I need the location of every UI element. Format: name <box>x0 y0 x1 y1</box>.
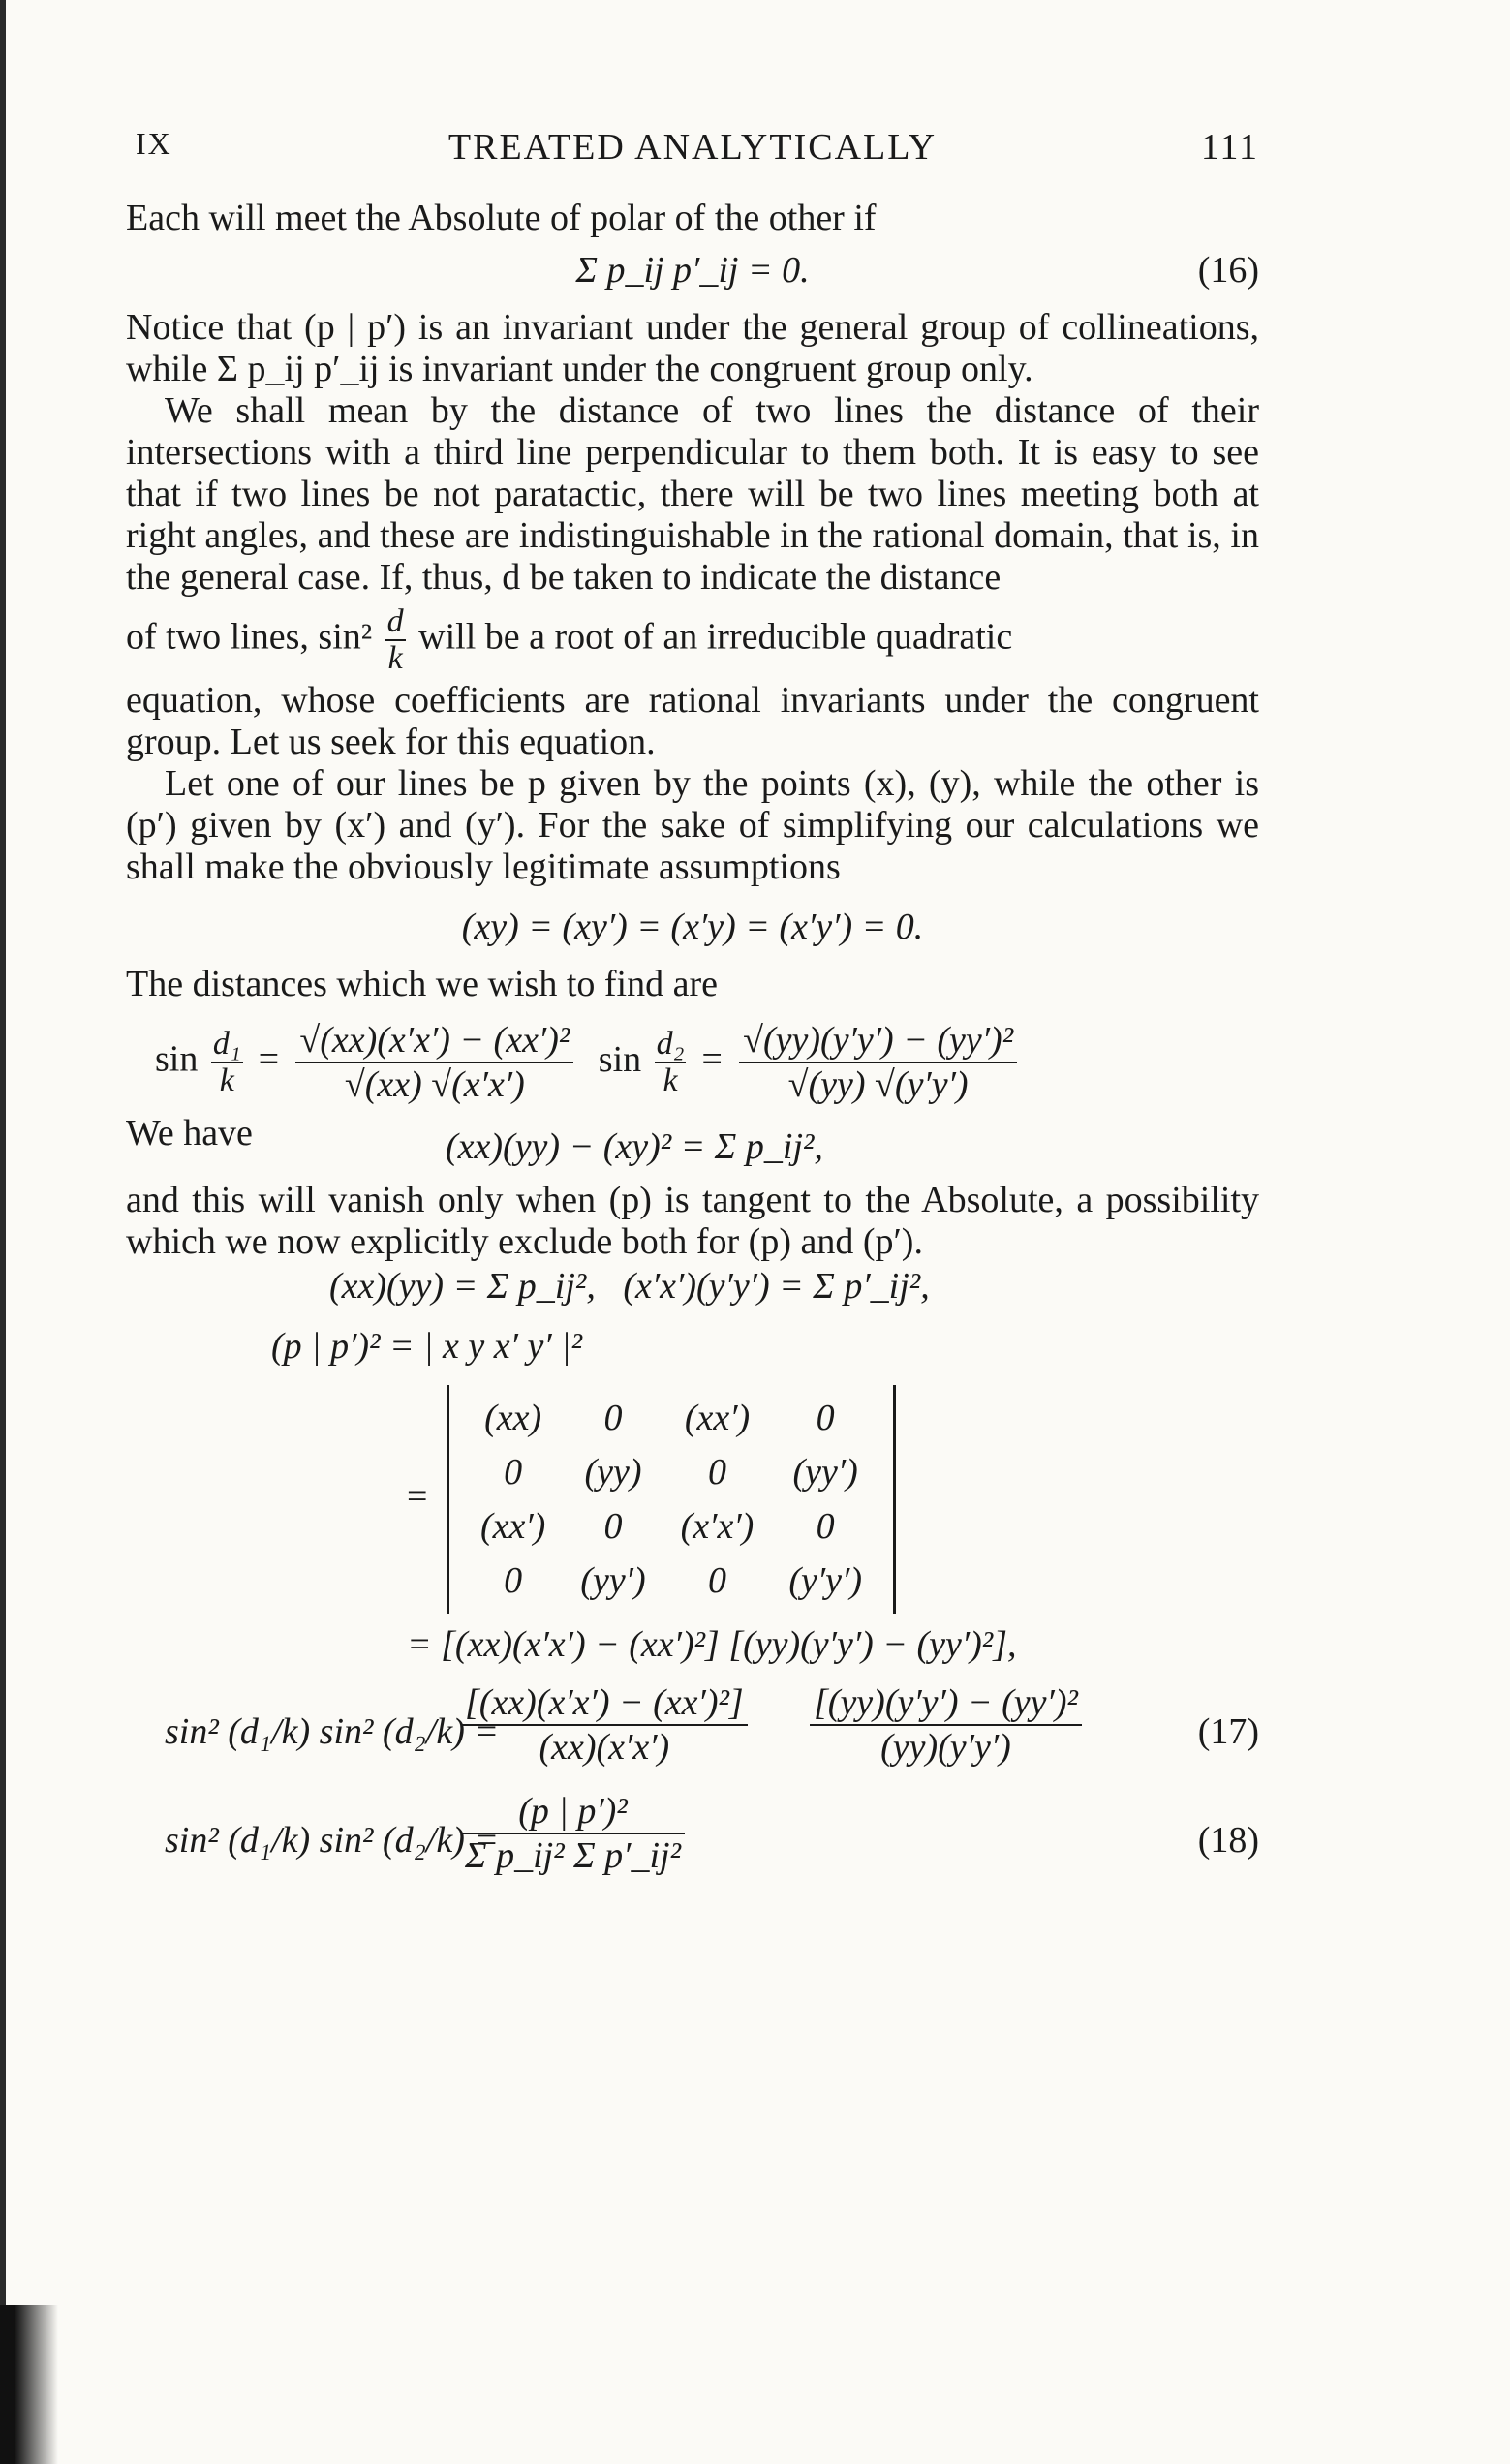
eq18-numerator: (p | p′)² <box>461 1790 685 1834</box>
equation-16-expr: Σ p_ij p′_ij = 0. <box>575 250 810 291</box>
equation-16-number: (16) <box>1197 250 1259 291</box>
det-cell: 0 <box>603 1506 623 1547</box>
paragraph-3: We shall mean by the distance of two lines the distance of their intersections with a third line perpendicular to them both. It is easy to see that if two lines be not paratactic, there will be two lines meeting both at right angles, and these are indistinguishable in the rational domain, that is, in the general case. If, thus, d be taken to indicate the distance <box>126 390 1259 598</box>
distance-2-numerator: √(yy)(y′y′) − (yy′)² <box>739 1019 1017 1063</box>
determinant-table <box>463 1391 879 1608</box>
page-number: 111 <box>1200 127 1259 168</box>
scan-shadow <box>0 2305 58 2464</box>
d2-denominator: k <box>663 1063 678 1098</box>
fraction-denominator: k <box>387 640 403 676</box>
equals-1: = <box>256 1038 281 1080</box>
sin-label-2: sin <box>598 1038 642 1080</box>
equation-18-number: (18) <box>1197 1820 1259 1861</box>
determinant <box>447 1385 896 1614</box>
det-cell: (xx′) <box>684 1398 751 1438</box>
eq17-num-1: [(xx)(x′x′) − (xx′)²] <box>461 1681 748 1726</box>
det-cell: (xx) <box>484 1398 542 1438</box>
sum-equations-expr: (xx)(yy) = Σ p_ij², (x′x′)(y′y′) = Σ p′_ij², <box>329 1266 930 1307</box>
paragraph-8: and this will vanish only when (p) is tangent to the Absolute, a possibility which we now explicitly exclude both for (p) and (p′). <box>126 1180 1259 1262</box>
fraction-numerator: d <box>386 603 404 639</box>
d1-over-k <box>211 1027 243 1098</box>
we-have-expr: (xx)(yy) − (xy)² = Σ p_ij², <box>446 1126 823 1167</box>
equation-18-fraction <box>461 1790 685 1877</box>
det-cell: 0 <box>707 1452 726 1493</box>
determinant-row <box>463 1391 879 1445</box>
determinant-equals: = <box>407 1475 428 1517</box>
distance-2-fraction <box>739 1019 1017 1106</box>
determinant-row <box>463 1554 879 1608</box>
det-cell: 0 <box>504 1560 523 1601</box>
distance-1-denominator: √(xx) √(x′x′) <box>344 1064 525 1105</box>
d2-over-k <box>655 1027 687 1098</box>
equation-18 <box>126 1790 1259 1891</box>
running-header <box>126 126 1259 184</box>
eq17-num-2: [(yy)(y′y′) − (yy′)² <box>810 1681 1082 1726</box>
determinant-row <box>463 1499 879 1554</box>
paragraph-4-b: will be a root of an irreducible quadratic <box>418 616 1013 658</box>
sin-label-1: sin <box>155 1038 199 1080</box>
distance-1-fraction <box>295 1019 573 1106</box>
running-title: TREATED ANALYTICALLY <box>447 127 938 168</box>
d1-numerator: d₁ <box>212 1026 241 1062</box>
det-cell: (yy′) <box>792 1452 858 1493</box>
det-cell: (y′y′) <box>788 1560 862 1601</box>
equation-16 <box>126 249 1259 303</box>
equation-18-lhs: sin² (d₁/k) sin² (d₂/k) = <box>165 1820 500 1861</box>
paragraph-7: The distances which we wish to find are <box>126 964 718 1004</box>
d1-denominator: k <box>219 1063 234 1098</box>
paragraph-4-a: of two lines, sin² <box>126 616 373 658</box>
det-cell: (yy′) <box>580 1560 646 1601</box>
distance-2-denominator: √(yy) √(y′y′) <box>787 1064 969 1105</box>
page-content <box>126 126 1259 1891</box>
distance-1-numerator: √(xx)(x′x′) − (xx′)² <box>295 1019 573 1063</box>
det-cell: (x′x′) <box>680 1506 755 1547</box>
det-cell: 0 <box>707 1560 726 1601</box>
eq17-den-2: (yy)(y′y′) <box>880 1727 1011 1768</box>
equation-17 <box>126 1681 1259 1782</box>
pp-equation-expr: (p | p′)² = | x y x′ y′ |² <box>271 1326 582 1367</box>
equation-17-number: (17) <box>1197 1711 1259 1752</box>
sum-equations <box>126 1265 1259 1315</box>
d-over-k-fraction <box>385 604 406 676</box>
d2-numerator: d₂ <box>656 1026 685 1062</box>
product-equation <box>126 1623 1259 1674</box>
product-expr: = [(xx)(x′x′) − (xx′)²] [(yy)(y′y′) − (yy′)²], <box>407 1624 1017 1665</box>
paragraph-1: Each will meet the Absolute of polar of the other if <box>126 198 877 238</box>
we-have-label: We have <box>126 1113 253 1154</box>
equals-2: = <box>698 1038 724 1080</box>
equation-17-fraction-1 <box>461 1681 748 1769</box>
det-cell: (xx′) <box>479 1506 546 1547</box>
determinant-equation <box>126 1385 1259 1614</box>
scan-edge <box>0 0 6 2464</box>
det-cell: 0 <box>504 1452 523 1493</box>
eq17-den-1: (xx)(x′x′) <box>539 1727 670 1768</box>
eq18-denominator: Σ p_ij² Σ p′_ij² <box>465 1835 681 1876</box>
det-cell: 0 <box>816 1398 835 1438</box>
equation-17-fraction-2 <box>810 1681 1082 1769</box>
paragraph-6: Let one of our lines be p given by the points (x), (y), while the other is (p′) given by (x′) and (y′). For the sake of simplifying our calculations we shall make the obviously legitimate assumptions <box>126 763 1259 887</box>
paragraph-5: equation, whose coefficients are rational invariants under the congruent group. Let us seek for this equation. <box>126 680 1259 762</box>
paragraph-4 <box>126 604 1259 676</box>
distance-formulas <box>126 1019 1259 1106</box>
det-cell: (yy) <box>584 1452 642 1493</box>
chapter-number: IX <box>136 126 172 161</box>
assumption-expr: (xy) = (xy′) = (x′y) = (x′y′) = 0. <box>461 907 924 947</box>
pp-equation <box>126 1325 1259 1375</box>
paragraph-2: Notice that (p | p′) is an invariant under the general group of collineations, while Σ p_ij p′_ij is invariant under the congruent group only. <box>126 307 1259 389</box>
det-cell: 0 <box>603 1398 623 1438</box>
det-cell: 0 <box>816 1506 835 1547</box>
we-have-line <box>126 1112 1259 1174</box>
determinant-row <box>463 1445 879 1499</box>
equation-17-lhs: sin² (d₁/k) sin² (d₂/k) = <box>165 1711 500 1752</box>
assumption-equation <box>126 906 1259 960</box>
